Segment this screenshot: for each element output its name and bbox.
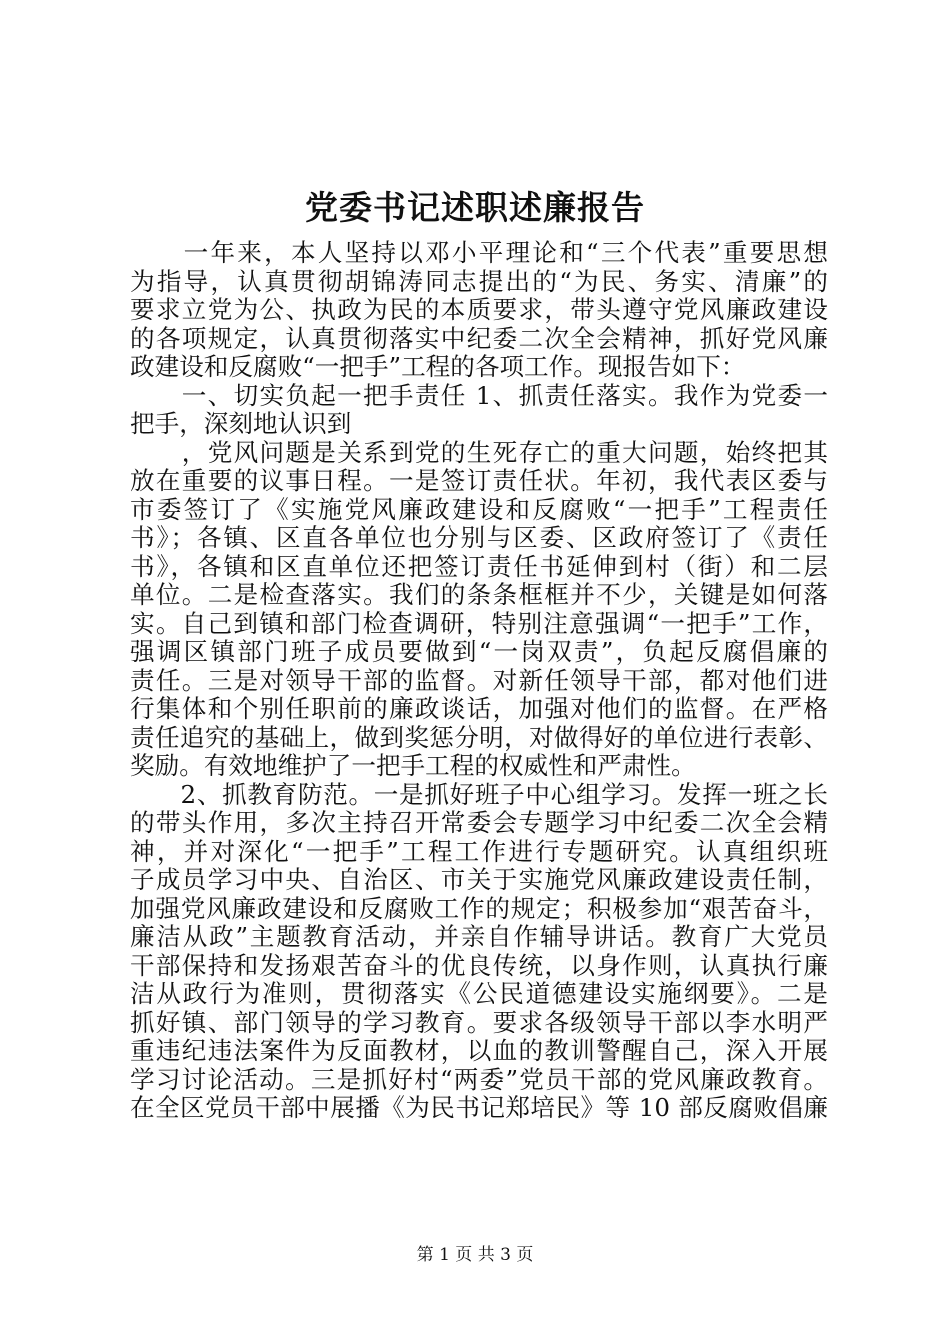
text-line: 的各项规定，认真贯彻落实中纪委二次全会精神，抓好党风廉 [130, 324, 828, 353]
text-line: 责任。三是对领导干部的监督。对新任领导干部，都对他们进 [130, 666, 828, 695]
document-body [130, 239, 828, 1123]
text-line: 的带头作用，多次主持召开常委会专题学习中纪委二次全会精 [130, 809, 828, 837]
text-line: 书》，各镇和区直单位还把签订责任书延伸到村（街）和二层 [130, 552, 828, 581]
text-line: 一、切实负起一把手责任 1、抓责任落实。我作为党委一 [130, 381, 828, 410]
text-line: 书》；各镇、区直各单位也分别与区委、区政府签订了《责任 [130, 524, 828, 552]
text-line: 强调区镇部门班子成员要做到“一岗双责”，负起反腐倡廉的 [130, 638, 828, 666]
text-line: 重违纪违法案件为反面教材，以血的教训警醒自己，深入开展 [130, 1037, 828, 1065]
text-line: 为指导，认真贯彻胡锦涛同志提出的“为民、务实、清廉”的 [130, 267, 828, 296]
document-title: 党委书记述职述廉报告 [305, 188, 645, 227]
text-line: 廉洁从政”主题教育活动，并亲自作辅导讲话。教育广大党员 [130, 923, 828, 951]
text-line: 行集体和个别任职前的廉政谈话，加强对他们的监督。在严格 [130, 695, 828, 723]
text-line: 抓好镇、部门领导的学习教育。要求各级领导干部以李水明严 [130, 1008, 828, 1037]
text-line: 加强党风廉政建设和反腐败工作的规定；积极参加“艰苦奋斗， [130, 894, 828, 923]
text-line: 政建设和反腐败“一把手”工程的各项工作。现报告如下： [130, 353, 746, 381]
text-line: 洁从政行为准则，贯彻落实《公民道德建设实施纲要》。二是 [130, 980, 828, 1008]
page-footer: 第 1 页 共 3 页 [416, 1245, 534, 1265]
text-line: 干部保持和发扬艰苦奋斗的优良传统，以身作则，认真执行廉 [130, 951, 828, 980]
text-line: 学习讨论活动。三是抓好村“两委”党员干部的党风廉政教育。 [130, 1065, 828, 1094]
text-line: 神，并对深化“一把手”工程工作进行专题研究。认真组织班 [130, 837, 828, 866]
text-line: 要求立党为公、执政为民的本质要求，带头遵守党风廉政建设 [130, 296, 828, 324]
text-line: 子成员学习中央、自治区、市关于实施党风廉政建设责任制， [130, 866, 828, 894]
text-line: 市委签订了《实施党风廉政建设和反腐败“一把手”工程责任 [130, 495, 828, 524]
text-line: 2、抓教育防范。一是抓好班子中心组学习。发挥一班之长 [130, 780, 828, 809]
text-line: 实。自己到镇和部门检查调研，特别注意强调“一把手”工作， [130, 609, 828, 638]
text-line: 责任追究的基础上，做到奖惩分明，对做得好的单位进行表彰、 [130, 723, 828, 752]
text-line: 放在重要的议事日程。一是签订责任状。年初，我代表区委与 [130, 467, 828, 495]
text-line: 把手，深刻地认识到 [130, 410, 352, 438]
text-line: 一年来，本人坚持以邓小平理论和“三个代表”重要思想 [130, 239, 828, 267]
text-line: 在全区党员干部中展播《为民书记郑培民》等 10 部反腐败倡廉 [130, 1094, 828, 1122]
text-line: 奖励。有效地维护了一把手工程的权威性和严肃性。 [130, 752, 696, 780]
text-line: ，党风问题是关系到党的生死存亡的重大问题，始终把其 [130, 438, 828, 467]
text-line: 单位。二是检查落实。我们的条条框框并不少，关键是如何落 [130, 581, 828, 609]
